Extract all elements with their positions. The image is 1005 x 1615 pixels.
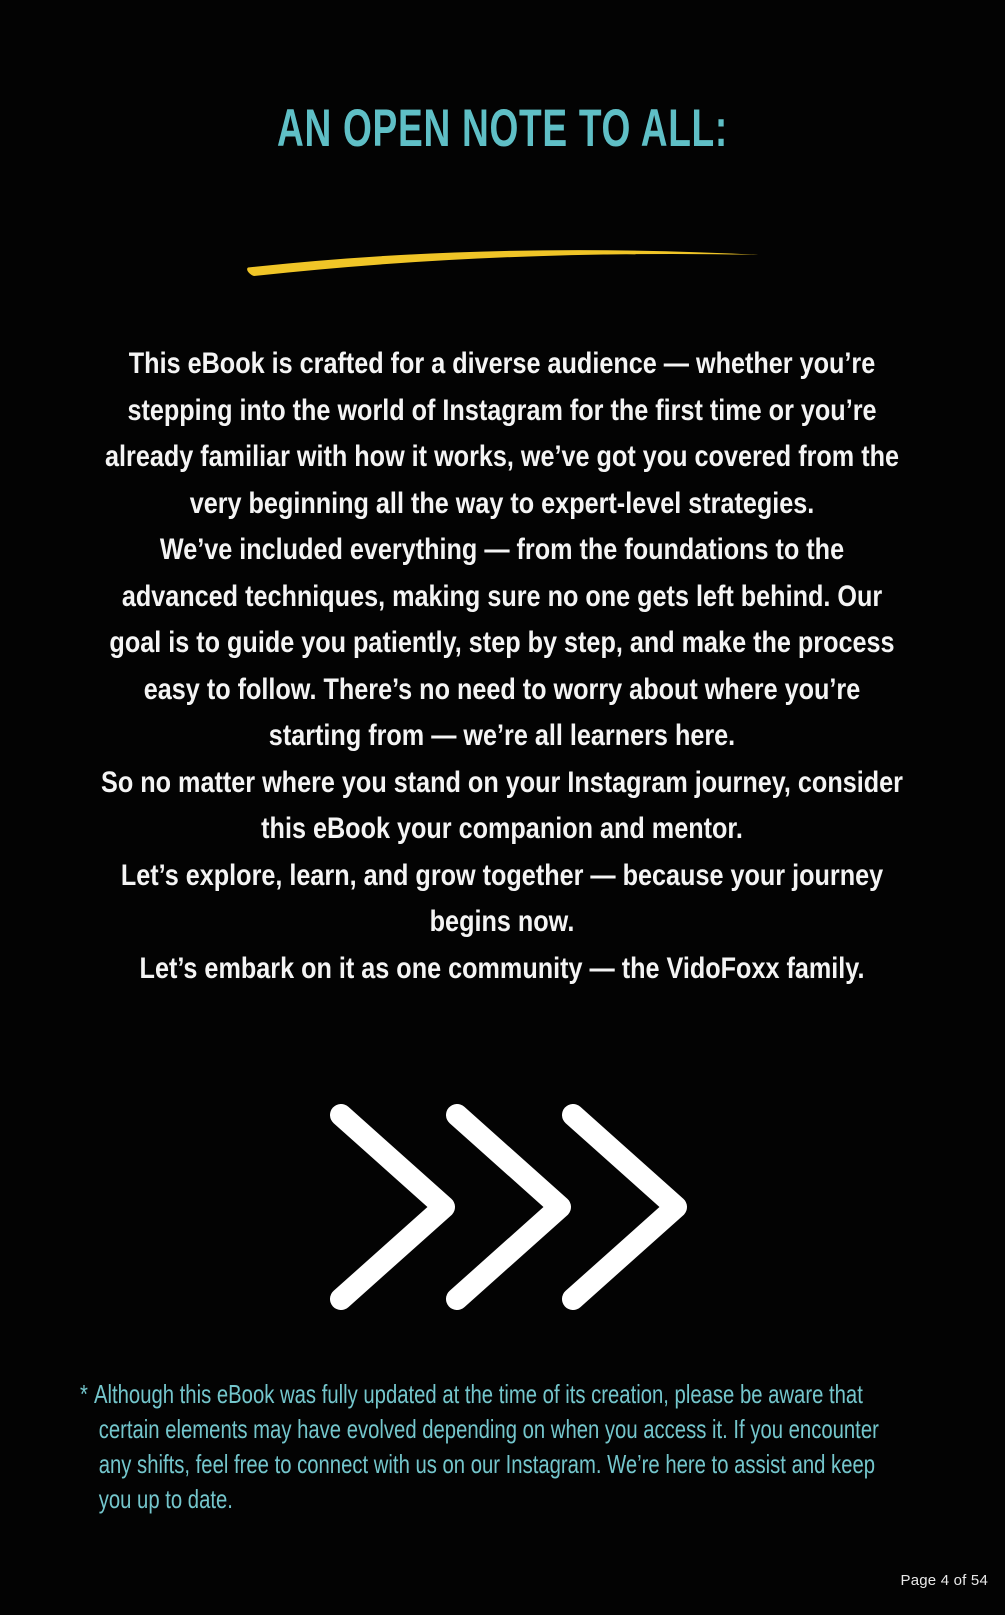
- brush-swoosh-underline-icon: [240, 240, 762, 276]
- footnote-asterisk: *: [80, 1379, 88, 1409]
- body-text: [99, 341, 905, 992]
- paragraph: We’ve included everything — from the foundations to the advanced techniques, making sure no one gets left behind. Our goal is to guide you patiently, step by step, and make the process easy to follow. There’s no need to worry about where you’re starting from — we’re all learners here.: [109, 533, 895, 752]
- paragraph: Let’s explore, learn, and grow together — because your journey begins now.: [120, 858, 884, 938]
- footnote-text: Although this eBook was fully updated at the time of its creation, please be aware that certain elements may have evolved depending on when you access it. If you encounter any shifts, feel free to connect with us on our Instagram. We’re here to assist and keep you up to date.: [93, 1379, 879, 1514]
- paragraph: Let’s embark on it as one community — the VidoFoxx family.: [139, 951, 865, 985]
- footnote: [80, 1377, 887, 1517]
- page-title: AN OPEN NOTE TO ALL:: [277, 99, 728, 158]
- paragraph: This eBook is crafted for a diverse audience — whether you’re stepping into the world of Instagram for the first time or you’re already familiar with how it works, we’ve got you covered from the very beginning all the way to expert-level strategies.: [104, 347, 899, 520]
- paragraph: So no matter where you stand on your Instagram journey, consider this eBook your companion and mentor.: [101, 765, 903, 845]
- page-indicator: Page 4 of 54: [900, 1572, 988, 1589]
- triple-chevron-right-icon: [330, 1104, 688, 1310]
